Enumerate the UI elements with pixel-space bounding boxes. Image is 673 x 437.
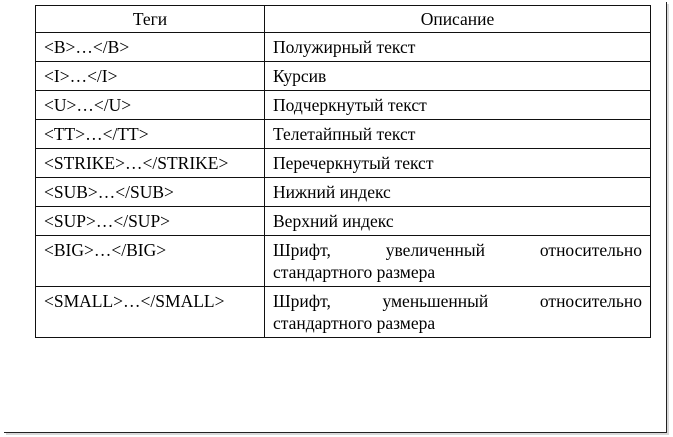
- description-cell: Шрифт, увеличенный относительно стандартного размера: [265, 236, 651, 287]
- header-row: [36, 6, 651, 33]
- column-header-description: Описание: [265, 6, 651, 33]
- table-row: [36, 149, 651, 178]
- tag-cell: <BIG>…</BIG>: [36, 236, 265, 287]
- table-row: [36, 236, 651, 287]
- column-header-tags: Теги: [36, 6, 265, 33]
- tag-cell: <SMALL>…</SMALL>: [36, 287, 265, 338]
- description-cell: Верхний индекс: [265, 207, 651, 236]
- tag-cell: <STRIKE>…</STRIKE>: [36, 149, 265, 178]
- table-row: [36, 287, 651, 338]
- description-cell: Шрифт, уменьшенный относительно стандартного размера: [265, 287, 651, 338]
- table-row: [36, 62, 651, 91]
- table-row: [36, 120, 651, 149]
- description-cell: Курсив: [265, 62, 651, 91]
- table-row: [36, 33, 651, 62]
- tag-cell: <U>…</U>: [36, 91, 265, 120]
- table-row: [36, 91, 651, 120]
- description-cell: Полужирный текст: [265, 33, 651, 62]
- table-row: [36, 178, 651, 207]
- tag-cell: <TT>…</TT>: [36, 120, 265, 149]
- tag-cell: <I>…</I>: [36, 62, 265, 91]
- tag-cell: <SUP>…</SUP>: [36, 207, 265, 236]
- tag-cell: <SUB>…</SUB>: [36, 178, 265, 207]
- description-cell: Нижний индекс: [265, 178, 651, 207]
- table-row: [36, 207, 651, 236]
- description-cell: Перечеркнутый текст: [265, 149, 651, 178]
- description-cell: Подчеркнутый текст: [265, 91, 651, 120]
- description-cell: Телетайпный текст: [265, 120, 651, 149]
- tag-cell: <B>…</B>: [36, 33, 265, 62]
- html-tags-table: [35, 5, 651, 338]
